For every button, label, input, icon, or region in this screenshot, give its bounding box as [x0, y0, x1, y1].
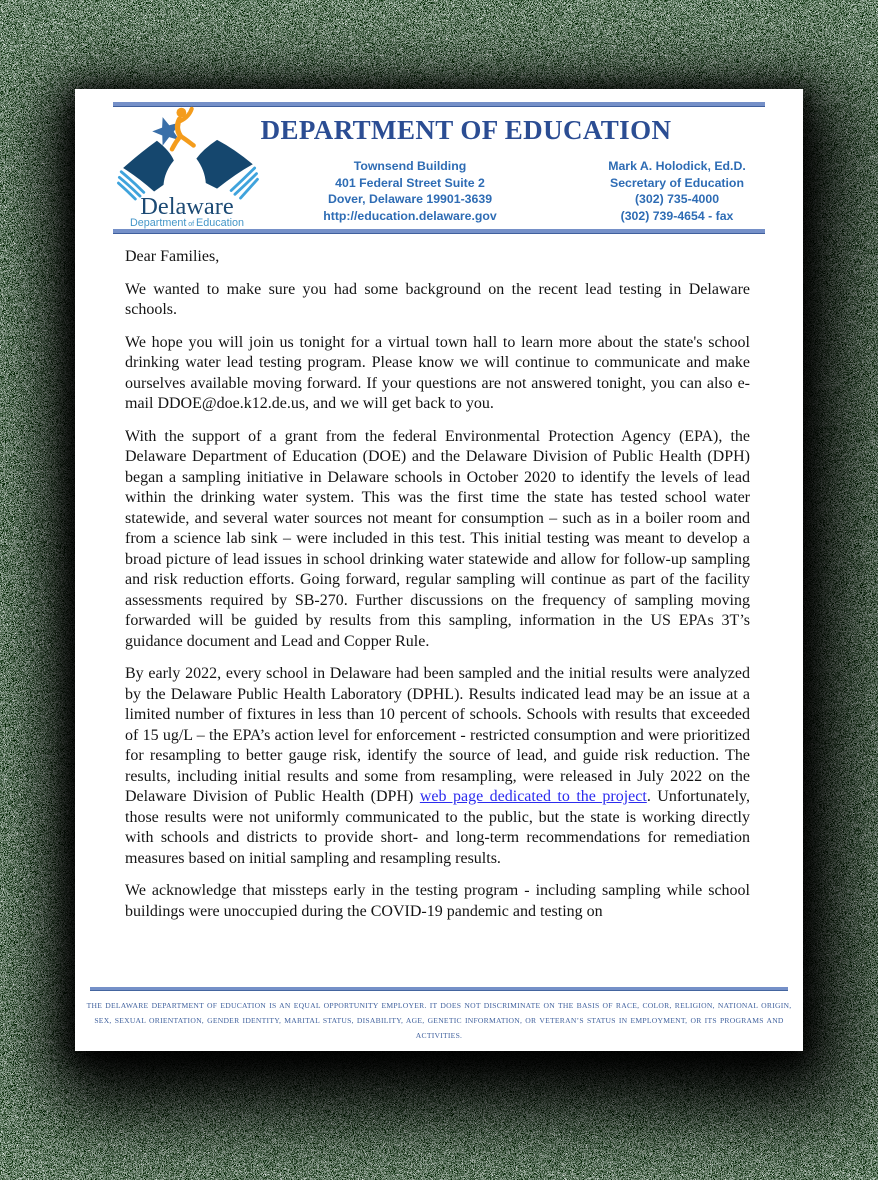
paragraph: We acknowledge that missteps early in the testing program - including sampling while school buildings were unoccupied during the COVID-19 pandemic and testing on	[125, 882, 750, 920]
paragraph: We hope you will join us tonight for a virtual town hall to learn more about the state's school drinking water lead testing program. Please know we will continue to communicate and make ourselves available moving forward. If your questions are not answered tonight, you can also e-mail DDOE@doe.k12.de.us, and we will get back to you.	[125, 333, 750, 412]
paragraph: With the support of a grant from the federal Environmental Protection Agency (EPA), the Delaware Department of Education (DOE) and the Delaware Division of Public Health (DPH) began a sampling initiative in Delaware schools in October 2020 to identify the levels of lead within the drinking water system. This was the first time the state has tested school water statewide, and several water sources not meant for consumption – such as in a boiler room and from a science lab sink – were included in this test. This initial testing was meant to develop a broad picture of lead issues in school drinking water statewide and allow for follow-up sampling and risk reduction efforts. Going forward, regular sampling will continue as part of the facility assessments required by SB-270. Further discussions on the frequency of sampling moving forwarded will be guided by results from this sampling, information in the US EPAs 3T’s guidance document and Lead and Copper Rule.	[125, 427, 750, 650]
phone-number: (302) 735-4000	[634, 192, 720, 206]
project-web-page-link[interactable]: web page dedicated to the project	[419, 788, 647, 805]
letter-page	[75, 89, 803, 1051]
letterhead-address	[297, 158, 523, 224]
logo-books-icon	[123, 140, 253, 192]
letterhead-contact	[571, 158, 783, 224]
salutation: Dear Families,	[125, 248, 220, 265]
footer-rule	[90, 987, 788, 991]
paragraph: We wanted to make sure you had some background on the recent lead testing in Delaware schools.	[125, 280, 750, 318]
delaware-doe-logo	[108, 106, 266, 230]
letterhead-title: DEPARTMENT OF EDUCATION	[260, 115, 672, 145]
paragraph	[125, 664, 750, 869]
header-bottom-rule	[113, 229, 765, 234]
logo-wordmark: Delaware	[140, 193, 234, 221]
paragraph-text: By early 2022, every school in Delaware had been sampled and the initial results were analyzed by the Delaware Public Health Laboratory (DPHL). Results indicated lead may be an issue at a limited number of fixtures in less than 10 percent of schools. Schools with results that exceeded of 15 ug/L – the EPA’s action level for enforcement - restricted consumption and were prioritized for resampling to better gauge risk, identify the source of lead, and guide risk reduction. The results, including initial results and some from resampling, were released in July 2022 on the Delaware Division of Public Health (DPH)	[125, 665, 750, 805]
address-line: 401 Federal Street Suite 2	[335, 175, 485, 190]
secretary-name: Mark A. Holodick, Ed.D.	[608, 159, 746, 173]
letterhead	[75, 89, 803, 241]
secretary-title: Secretary of Education	[610, 175, 744, 190]
paragraph-text: . Unfortunately, those results were not uniformly communicated to the public, but the state is working directly with schools and districts to provide short- and long-term recommendations for remediation measures based on initial sampling and resampling results.	[125, 788, 750, 867]
page-footer	[75, 987, 803, 1043]
eeo-disclaimer: THE DELAWARE DEPARTMENT OF EDUCATION IS AN EQUAL OPPORTUNITY EMPLOYER. IT DOES NOT DISCRIMINATE ON THE BASIS OF RACE, COLOR, RELIGION, NATIONAL ORIGIN, SEX, SEXUAL ORIENTATION, GENDER IDENTITY, MARITAL STATUS, DISABILITY, AGE, GENETIC INFORMATION, OR VETERAN’S STATUS IN EMPLOYMENT, OR ITS PROGRAMS AND ACTIVITIES.	[86, 1001, 792, 1040]
fax-number: (302) 739-4654 - fax	[620, 208, 734, 223]
logo-person-icon	[172, 108, 194, 150]
address-line: Townsend Building	[353, 159, 467, 173]
address-line: Dover, Delaware 19901-3639	[327, 192, 493, 206]
logo-tagline: Department of Education	[129, 217, 245, 230]
address-website: http://education.delaware.gov	[323, 208, 497, 223]
letter-body	[125, 247, 750, 993]
